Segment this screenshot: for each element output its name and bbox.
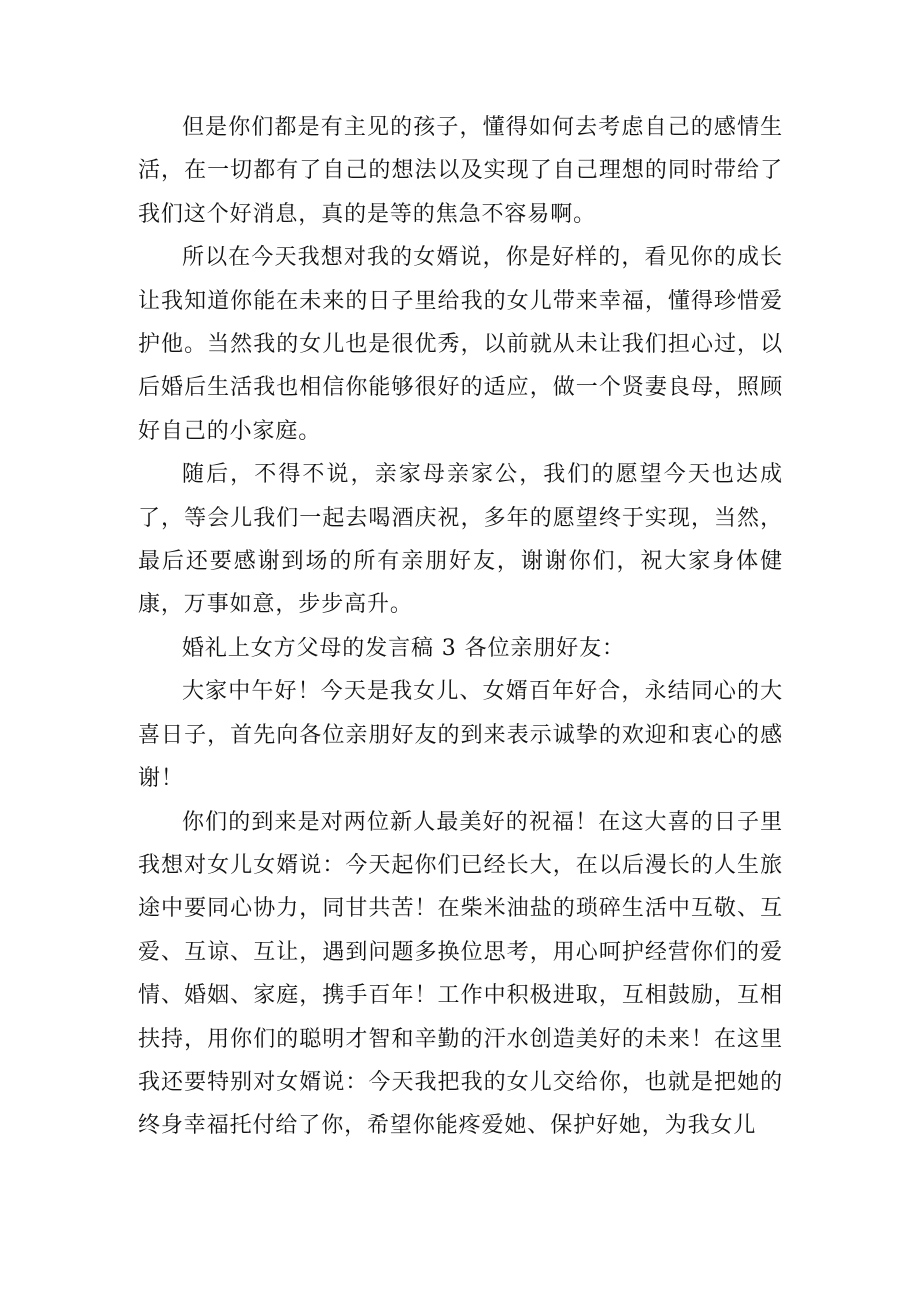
paragraph-4: 大家中午好！今天是我女儿、女婿百年好合，永结同心的大喜日子，首先向各位亲朋好友的到来表示诚挚的欢迎和衷心的感谢！: [138, 679, 783, 792]
paragraph-2: 所以在今天我想对我的女婿说，你是好样的，看见你的成长让我知道你能在未来的日子里给我的女儿带来幸福，懂得珍惜爱护他。当然我的女儿也是很优秀，以前就从未让我们担心过，以后婚后生活我也相信你能够很好的适应，做一个贤妻良母，照顾好自己的小家庭。: [138, 245, 783, 444]
document-body: [138, 106, 783, 1148]
paragraph-1: 但是你们都是有主见的孩子，懂得如何去考虑自己的感情生活，在一切都有了自己的想法以及实现了自己理想的同时带给了我们这个好消息，真的是等的焦急不容易啊。: [138, 115, 783, 227]
paragraph-5: 你们的到来是对两位新人最美好的祝福！在这大喜的日子里我想对女儿女婿说：今天起你们已经长大，在以后漫长的人生旅途中要同心协力，同甘共苦！在柴米油盐的琐碎生活中互敬、互爱、互谅、互让，遇到问题多换位思考，用心呵护经营你们的爱情、婚姻、家庭，携手百年！工作中积极进取，互相鼓励，互相扶持，用你们的聪明才智和辛勤的汗水创造美好的未来！在这里我还要特别对女婿说：今天我把我的女儿交给你，也就是把她的终身幸福托付给了你，希望你能疼爱她、保护好她，为我女儿: [138, 809, 783, 1139]
paragraph-3: 随后，不得不说，亲家母亲家公，我们的愿望今天也达成了，等会儿我们一起去喝酒庆祝，多年的愿望终于实现，当然，最后还要感谢到场的所有亲朋好友，谢谢你们，祝大家身体健康，万事如意，步步高升。: [138, 462, 783, 618]
section-heading: 婚礼上女方父母的发言稿 3 各位亲朋好友：: [182, 635, 625, 661]
